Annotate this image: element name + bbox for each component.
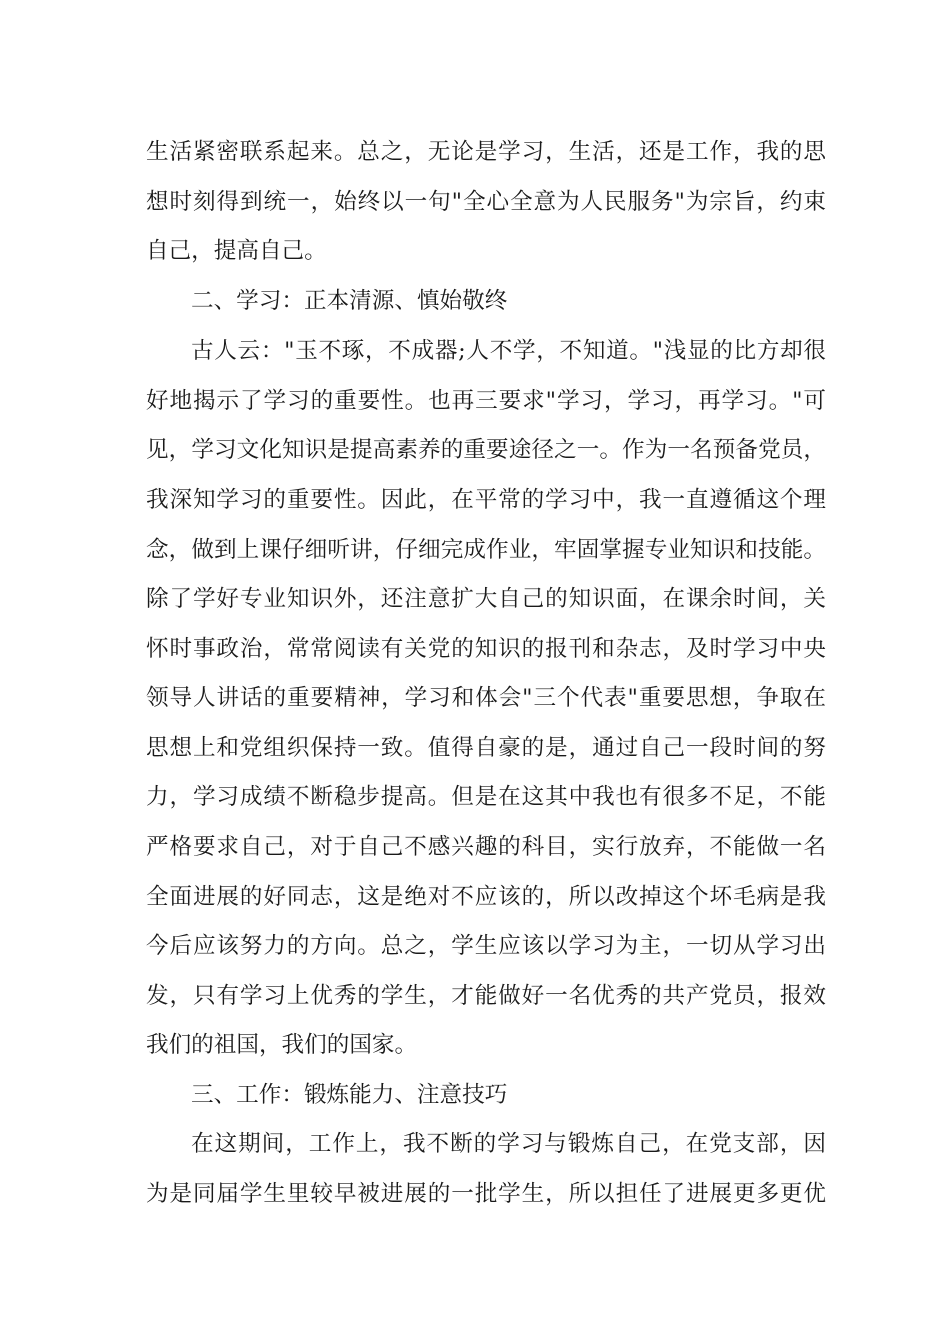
text-line-3: 自己，提高自己。 [146,238,327,264]
text-line-12: 领导人讲话的重要精神，学习和体会"三个代表"重要思想，争取在 [146,685,826,711]
text-line-10: 除了学好专业知识外，还注意扩大自己的知识面，在课余时间，关 [146,586,826,612]
text-line-8: 我深知学习的重要性。因此，在平常的学习中，我一直遵循这个理 [146,487,826,513]
text-line-13: 思想上和党组织保持一致。值得自豪的是，通过自己一段时间的努 [146,735,826,761]
text-line-16: 全面进展的好同志，这是绝对不应该的，所以改掉这个坏毛病是我 [146,884,826,910]
text-line-7: 见，学习文化知识是提高素养的重要途径之一。作为一名预备党员， [146,437,826,463]
text-line-1: 生活紧密联系起来。总之，无论是学习，生活，还是工作，我的思 [146,139,826,165]
text-line-22: 为是同届学生里较早被进展的一批学生，所以担任了进展更多更优 [146,1181,826,1207]
text-line-9: 念，做到上课仔细听讲，仔细完成作业，牢固掌握专业知识和技能。 [146,537,826,563]
text-line-6: 好地揭示了学习的重要性。也再三要求"学习，学习，再学习。"可 [146,388,826,414]
section-heading-study: 二、学习：正本清源、慎始敬终 [191,288,508,314]
text-line-17: 今后应该努力的方向。总之，学生应该以学习为主，一切从学习出 [146,933,826,959]
text-line-14: 力，学习成绩不断稳步提高。但是在这其中我也有很多不足，不能 [146,784,826,810]
text-line-19: 我们的祖国，我们的国家。 [146,1032,418,1058]
text-line-2: 想时刻得到统一，始终以一句"全心全意为人民服务"为宗旨，约束 [146,189,826,215]
text-line-11: 怀时事政治，常常阅读有关党的知识的报刊和杂志，及时学习中央 [146,636,826,662]
text-line-21: 在这期间，工作上，我不断的学习与锻炼自己，在党支部，因 [191,1131,826,1157]
text-line-18: 发，只有学习上优秀的学生，才能做好一名优秀的共产党员，报效 [146,983,826,1009]
text-line-5: 古人云："玉不琢，不成器;人不学，不知道。"浅显的比方却很 [191,338,826,364]
section-heading-work: 三、工作：锻炼能力、注意技巧 [191,1082,508,1108]
text-line-15: 严格要求自己，对于自己不感兴趣的科目，实行放弃，不能做一名 [146,834,826,860]
